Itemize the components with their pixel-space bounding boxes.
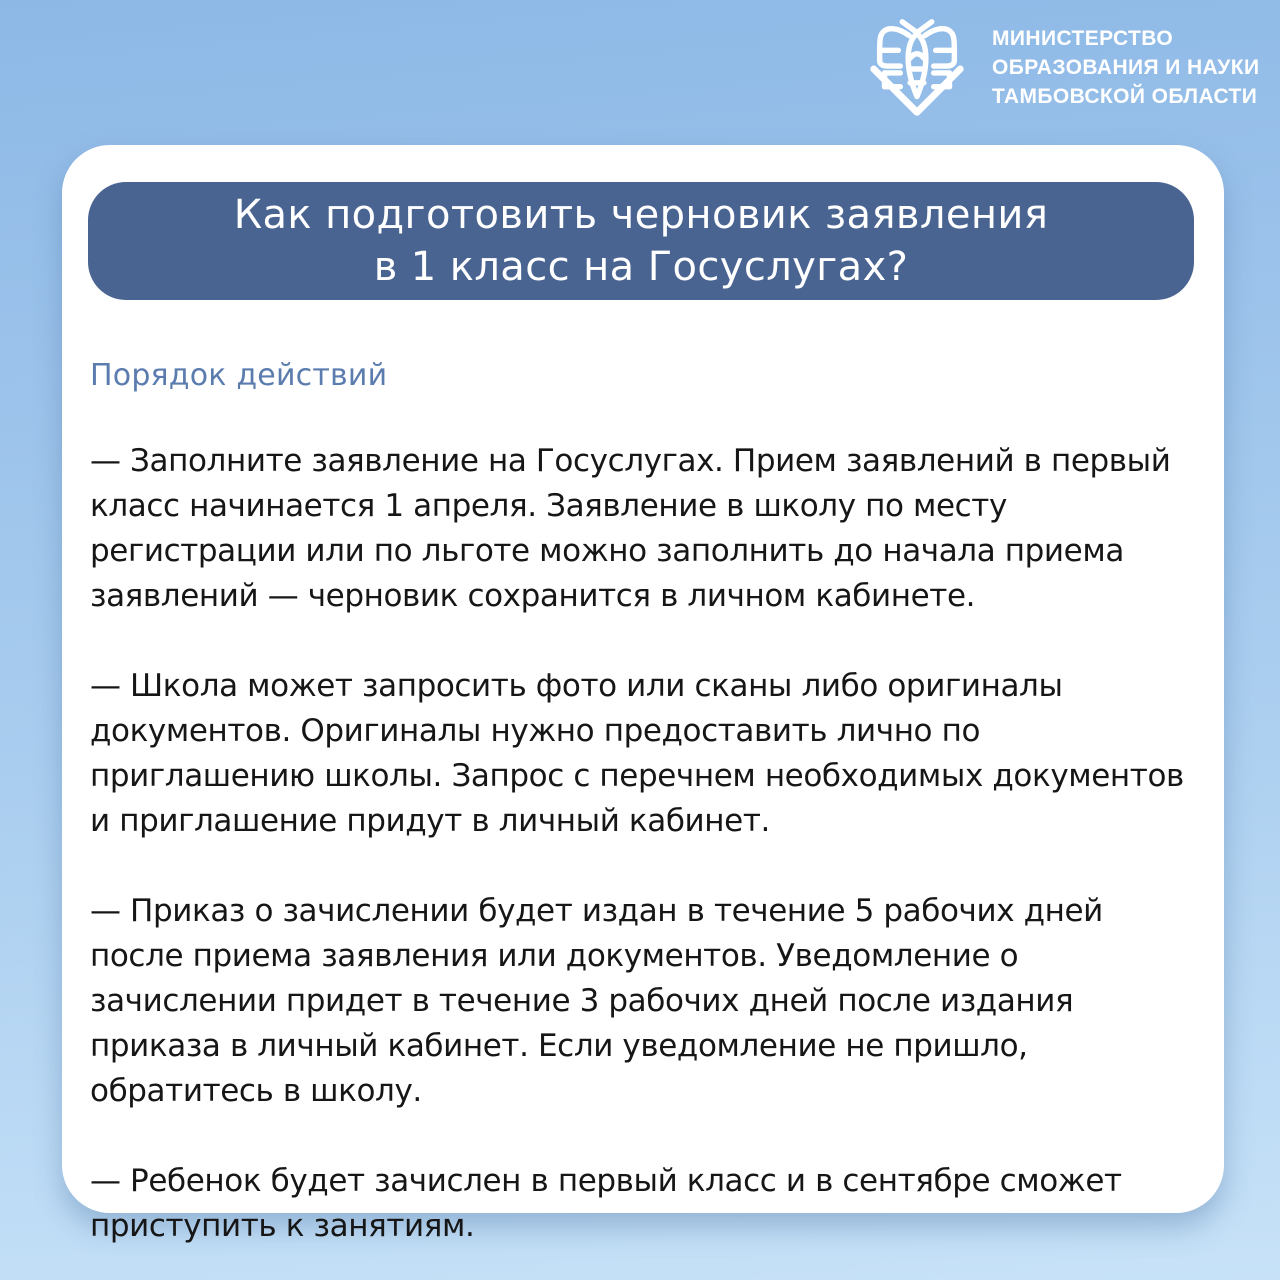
card-title-line-1: Как подготовить черновик заявления [233, 192, 1049, 238]
instruction-paragraph-1: — Заполните заявление на Госуслугах. Прием заявлений в первый класс начинается 1 апреля. Заявление в школу по месту регистрации или по льготе можно заполнить до начала приема заявлений — черновик сохранится в личном кабинете. [90, 443, 1171, 614]
section-subtitle: Порядок действий [90, 358, 388, 393]
instruction-paragraph-2: — Школа может запросить фото или сканы либо оригиналы документов. Оригиналы нужно предоставить лично по приглашению школы. Запрос с перечнем необходимых документов и приглашение придут в личный кабинет. [90, 668, 1184, 839]
card-title-line-2: в 1 класс на Госуслугах? [373, 244, 909, 290]
ministry-name-line-3: ТАМБОВСКОЙ ОБЛАСТИ [992, 85, 1258, 108]
ministry-name [992, 24, 1259, 111]
open-book-bee-icon [858, 8, 976, 130]
ministry-name-line-2: ОБРАЗОВАНИЯ И НАУКИ [992, 56, 1260, 79]
ministry-name-line-1: МИНИСТЕРСТВО [992, 27, 1174, 50]
card-title-banner [88, 182, 1194, 300]
brand-header [858, 8, 1259, 130]
info-card [62, 145, 1224, 1244]
instruction-paragraph-3: — Приказ о зачислении будет издан в течение 5 рабочих дней после приема заявления или документов. Уведомление о зачислении придет в течение 3 рабочих дней после издания приказа в личный кабинет. Если уведомление не пришло, обратитесь в школу. [90, 893, 1103, 1109]
instruction-paragraph-4: — Ребенок будет зачислен в первый класс и в сентябре сможет приступить к занятиям. [90, 1163, 1122, 1244]
